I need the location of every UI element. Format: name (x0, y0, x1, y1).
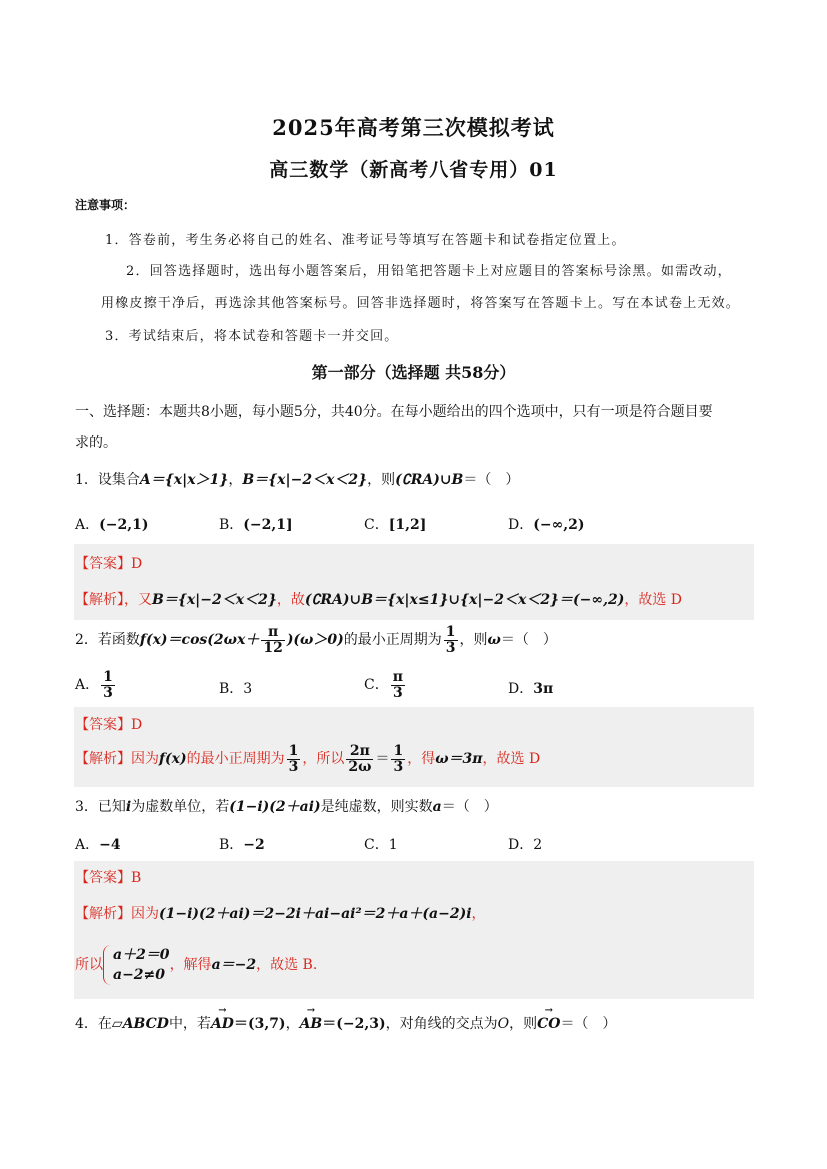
explain-text: ，所以 (302, 751, 345, 768)
explain-text: ，故选 B. (256, 957, 318, 973)
q1-answer (75, 553, 142, 573)
q3-explanation-1 (75, 903, 486, 923)
q1-option-b[interactable] (219, 514, 293, 534)
q4-mid2: ，对角线的交点为 (385, 1016, 498, 1032)
explain-text: ，解得 (169, 957, 212, 973)
answer-value: D (131, 717, 143, 733)
explain-text: 所以 (75, 957, 103, 973)
question-2 (75, 625, 557, 655)
q2-explanation (75, 744, 540, 774)
frac-num: π (392, 669, 403, 685)
explain-text: ，又 (124, 592, 152, 608)
q3-suffix: ＝（ ） (441, 799, 498, 815)
explain-text: 因为 (131, 906, 159, 922)
option-fraction (391, 670, 405, 700)
part-title: 第一部分（选择题 共58分） (311, 363, 516, 382)
frac-num: 2π (346, 744, 373, 760)
option-letter: A． (75, 517, 100, 533)
option-letter: B． (219, 517, 244, 533)
q1-explanation (75, 589, 682, 609)
q4-sep: ， (285, 1016, 300, 1032)
section-intro-1: 一、选择题：本题共8小题，每小题5分，共40分。在每小题给出的四个选项中，只有一项是符合题目要 (75, 404, 713, 420)
q1-option-c[interactable] (364, 514, 426, 534)
explain-fraction (391, 744, 405, 774)
q2-option-a[interactable] (75, 670, 117, 700)
frac-den: 3 (393, 758, 404, 775)
answer-label: 【答案】 (75, 870, 131, 886)
option-letter: A． (75, 677, 100, 694)
q4-point-o: O (497, 1016, 510, 1032)
q4-suffix: ＝（ ） (560, 1016, 617, 1032)
option-value: [1,2] (388, 517, 427, 533)
q1-set-b: B＝{x|−2＜x＜2} (242, 472, 368, 488)
system-row: a＋2＝0 (113, 947, 170, 963)
option-letter: C． (364, 517, 389, 533)
q2-omega: ω (487, 632, 501, 649)
q1-expression: (∁RA)∪B (395, 472, 464, 488)
explain-math: B＝{x|−2＜x＜2} (152, 592, 277, 608)
explain-label: 【解析】 (75, 592, 124, 608)
option-fraction (101, 670, 115, 700)
q1-prefix: 1．设集合 (75, 472, 140, 488)
q3-expression: (1−i)(2＋ai) (229, 799, 321, 815)
system-row: a−2≠0 (113, 967, 166, 983)
answer-value: D (131, 556, 143, 572)
q4-vector-ab: → AB (300, 1016, 323, 1032)
answer-label: 【答案】 (75, 717, 131, 733)
q1-option-d[interactable] (508, 514, 585, 534)
option-letter: B． (219, 681, 244, 697)
exam-subtitle: 高三数学（新高考八省专用）01 (269, 159, 558, 181)
brace (103, 945, 112, 985)
q3-option-d[interactable] (508, 834, 542, 854)
explain-label: 【解析】 (75, 751, 131, 768)
q2-phase-fraction (261, 625, 284, 655)
notice-item-2a: 2．回答选择题时，选出每小题答案后，用铅笔把答题卡上对应题目的答案标号涂黑。如需改动， (126, 264, 732, 279)
explain-text: ，故选 D (482, 751, 541, 768)
explain-text: ，故 (276, 592, 305, 608)
q3-explanation-2 (75, 945, 317, 985)
question-4 (75, 1013, 616, 1033)
frac-den: 3 (103, 684, 113, 701)
q3-answer (75, 867, 141, 887)
option-letter: C． (364, 677, 389, 694)
q3-mid: 为虚数单位，若 (131, 799, 230, 815)
option-letter: D． (508, 837, 534, 853)
q1-mid: ，则 (367, 472, 396, 488)
q2-option-b[interactable] (219, 678, 252, 698)
explain-fraction (287, 744, 301, 774)
frac-num: 1 (393, 743, 404, 759)
explain-math: (1−i)(2＋ai)＝2−2i＋ai−ai²＝2＋a＋(a−2)i (159, 906, 472, 922)
q3-a: a (432, 799, 442, 815)
q2-prefix: 2．若函数 (75, 632, 140, 649)
notice-item-3: 3．考试结束后，将本试卷和答题卡一并交回。 (105, 329, 399, 344)
notice-heading: 注意事项： (75, 198, 136, 212)
frac-num: π (261, 625, 284, 641)
q3-option-a[interactable] (75, 834, 121, 854)
explain-math: (∁RA)∪B＝{x|x≤1}∪{x|−2＜x＜2}＝(−∞,2) (304, 592, 625, 608)
notice-item-1: 1．答卷前，考生务必将自己的姓名、准考证号等填写在答题卡和试卷指定位置上。 (105, 233, 626, 248)
explain-fraction (346, 744, 373, 774)
q2-function: f(x)＝cos(2ωx＋ (139, 632, 260, 649)
q2-then: ，则 (459, 632, 488, 649)
option-value: −2 (243, 837, 265, 853)
q4-mid: 中，若 (168, 1016, 211, 1032)
question-1 (75, 469, 519, 489)
option-letter: C． (364, 837, 389, 853)
q4-vector-ad-value: ＝(3,7) (233, 1016, 286, 1032)
option-letter: A． (75, 837, 100, 853)
option-letter: D． (508, 681, 534, 697)
option-value: (−∞,2) (533, 517, 585, 533)
explain-math: f(x) (159, 751, 187, 768)
answer-label: 【答案】 (75, 556, 131, 572)
explain-math: a＝−2 (211, 957, 257, 973)
q2-mid: 的最小正周期为 (343, 632, 442, 649)
frac-num: 1 (445, 624, 456, 640)
q3-i: i (125, 799, 132, 815)
option-value: 3 (243, 681, 253, 697)
q4-prefix: 4．在 (75, 1016, 112, 1032)
explain-text: 的最小正周期为 (186, 751, 285, 768)
frac-den: 3 (392, 684, 403, 701)
q4-vector-ab-value: ＝(−2,3) (322, 1016, 386, 1032)
explain-text: ，得 (407, 751, 436, 768)
q3-mid2: 是纯虚数，则实数 (320, 799, 433, 815)
option-value: 3π (533, 681, 554, 697)
option-letter: B． (219, 837, 244, 853)
q1-set-a: A＝{x|x＞1} (139, 472, 229, 488)
q4-parallelogram: ▱ABCD (111, 1016, 169, 1032)
explain-equals: ＝ (375, 751, 390, 768)
section-intro-2: 求的。 (75, 435, 117, 451)
q2-option-d[interactable] (508, 678, 553, 698)
exam-title: 2025年高考第三次模拟考试 (272, 115, 555, 140)
equation-system (103, 945, 170, 985)
explain-text: ，故选 D (624, 592, 683, 608)
q1-suffix: ＝（ ） (463, 472, 520, 488)
option-value: 2 (533, 837, 543, 853)
frac-num: 1 (288, 743, 299, 759)
q4-vector-co: → CO (537, 1016, 560, 1032)
explain-text: 因为 (131, 751, 159, 768)
explain-math: ω＝3π (435, 751, 483, 768)
q3-option-b[interactable] (219, 834, 265, 854)
frac-num: 1 (103, 669, 113, 685)
option-letter: D． (508, 517, 534, 533)
answer-value: B (131, 870, 142, 886)
q2-suffix: ＝（ ） (500, 632, 557, 649)
option-value: (−2,1] (243, 517, 293, 533)
frac-den: 3 (288, 758, 299, 775)
option-value: (−2,1) (99, 517, 149, 533)
frac-den: 3 (445, 639, 456, 656)
q3-prefix: 3．已知 (75, 799, 126, 815)
q4-mid3: ，则 (509, 1016, 538, 1032)
q1-sep: ， (228, 472, 243, 488)
q2-option-c[interactable] (364, 670, 407, 700)
option-value: −4 (99, 837, 121, 853)
q2-function-tail: )(ω＞0) (286, 632, 344, 649)
q4-vector-ad: → AD (211, 1016, 234, 1032)
frac-den: 2ω (348, 758, 372, 775)
explain-label: 【解析】 (75, 906, 131, 922)
notice-item-2b: 用橡皮擦干净后，再选涂其他答案标号。回答非选择题时，将答案写在答题卡上。写在本试卷上无效。 (101, 296, 741, 311)
option-value: 1 (388, 837, 398, 853)
frac-den: 12 (263, 639, 283, 656)
q3-option-c[interactable] (364, 834, 398, 854)
explain-text: ， (471, 906, 486, 922)
q2-period-fraction (444, 625, 458, 655)
q2-answer (75, 714, 142, 734)
question-3 (75, 796, 498, 816)
q1-option-a[interactable] (75, 514, 148, 534)
